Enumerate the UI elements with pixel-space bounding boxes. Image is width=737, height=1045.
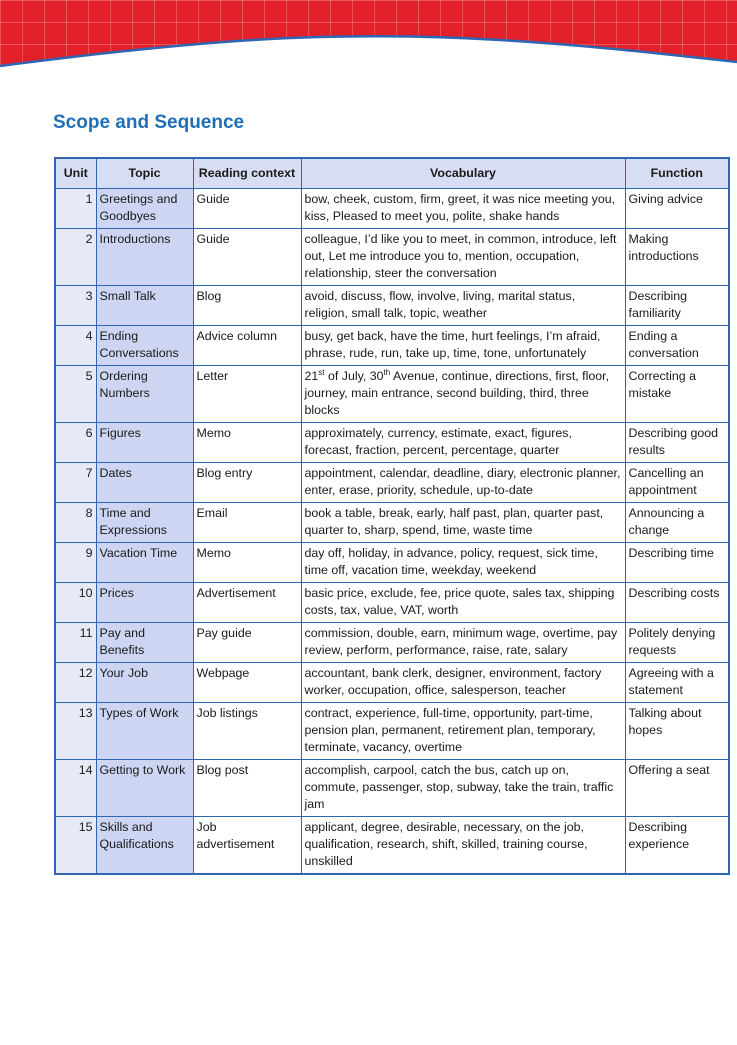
table-row — [55, 543, 729, 583]
topic-cell: Dates — [96, 463, 193, 503]
page-title: Scope and Sequence — [53, 112, 245, 133]
vocabulary-cell: approximately, currency, estimate, exact, figures, forecast, fraction, percent, percentage, quarter — [301, 423, 625, 463]
function-cell: Describing experience — [625, 817, 729, 875]
unit-cell: 4 — [55, 326, 96, 366]
table-row — [55, 189, 729, 229]
topic-cell: Skills and Qualifications — [96, 817, 193, 875]
function-cell: Agreeing with a statement — [625, 663, 729, 703]
vocabulary-cell: day off, holiday, in advance, policy, request, sick time, time off, vacation time, weekday, weekend — [301, 543, 625, 583]
function-cell: Correcting a mistake — [625, 366, 729, 423]
vocab-text: Avenue, continue, directions, first, floor, journey, main entrance, second building, third, three blocks — [304, 369, 610, 417]
vocabulary-cell: commission, double, earn, minimum wage, overtime, pay review, perform, performance, raise, rate, salary — [301, 623, 625, 663]
table-row — [55, 623, 729, 663]
topic-cell: Ordering Numbers — [96, 366, 193, 423]
function-cell: Describing time — [625, 543, 729, 583]
column-header-vocabulary: Vocabulary — [301, 158, 625, 189]
column-header-reading: Reading context — [193, 158, 301, 189]
reading-cell: Job listings — [193, 703, 301, 760]
unit-cell: 6 — [55, 423, 96, 463]
topic-cell: Small Talk — [96, 286, 193, 326]
unit-cell: 3 — [55, 286, 96, 326]
function-cell: Cancelling an appointment — [625, 463, 729, 503]
topic-cell: Getting to Work — [96, 760, 193, 817]
topic-cell: Types of Work — [96, 703, 193, 760]
function-cell: Offering a seat — [625, 760, 729, 817]
unit-cell: 15 — [55, 817, 96, 875]
vocabulary-cell: applicant, degree, desirable, necessary, on the job, qualification, research, shift, skilled, training course, unskilled — [301, 817, 625, 875]
reading-cell: Advice column — [193, 326, 301, 366]
unit-cell: 10 — [55, 583, 96, 623]
reading-cell: Memo — [193, 543, 301, 583]
topic-cell: Your Job — [96, 663, 193, 703]
vocab-text: of July, 30 — [324, 369, 384, 383]
reading-cell: Advertisement — [193, 583, 301, 623]
reading-cell: Pay guide — [193, 623, 301, 663]
vocabulary-cell: appointment, calendar, deadline, diary, electronic planner, enter, erase, priority, schedule, up-to-date — [301, 463, 625, 503]
table-row — [55, 663, 729, 703]
vocabulary-cell: avoid, discuss, flow, involve, living, marital status, religion, small talk, topic, weather — [301, 286, 625, 326]
vocabulary-cell: contract, experience, full-time, opportunity, part-time, pension plan, permanent, retirement plan, temporary, terminate, vacancy, overtime — [301, 703, 625, 760]
function-cell: Ending a conversation — [625, 326, 729, 366]
vocabulary-cell: colleague, I’d like you to meet, in common, introduce, left out, Let me introduce you to, mention, occupation, relationship, steer the conversation — [301, 229, 625, 286]
scope-table — [54, 157, 730, 875]
topic-cell: Greetings and Goodbyes — [96, 189, 193, 229]
vocabulary-cell: book a table, break, early, half past, plan, quarter past, quarter to, sharp, spend, time, waste time — [301, 503, 625, 543]
topic-cell: Pay and Benefits — [96, 623, 193, 663]
table-row — [55, 760, 729, 817]
vocabulary-cell: bow, cheek, custom, firm, greet, it was nice meeting you, kiss, Pleased to meet you, polite, shake hands — [301, 189, 625, 229]
reading-cell: Blog entry — [193, 463, 301, 503]
ordinal-suffix: th — [383, 367, 391, 377]
unit-cell: 1 — [55, 189, 96, 229]
table-row — [55, 503, 729, 543]
function-cell: Making introductions — [625, 229, 729, 286]
vocabulary-cell: accomplish, carpool, catch the bus, catch up on, commute, passenger, stop, subway, take the train, traffic jam — [301, 760, 625, 817]
vocabulary-cell: busy, get back, have the time, hurt feelings, I’m afraid, phrase, rude, run, take up, time, tone, unfortunately — [301, 326, 625, 366]
table-row — [55, 703, 729, 760]
topic-cell: Introductions — [96, 229, 193, 286]
unit-cell: 13 — [55, 703, 96, 760]
reading-cell: Guide — [193, 189, 301, 229]
reading-cell: Letter — [193, 366, 301, 423]
vocabulary-cell: accountant, bank clerk, designer, environment, factory worker, occupation, office, salesperson, teacher — [301, 663, 625, 703]
topic-cell: Prices — [96, 583, 193, 623]
reading-cell: Job advertisement — [193, 817, 301, 875]
reading-cell: Email — [193, 503, 301, 543]
column-header-unit: Unit — [55, 158, 96, 189]
table-row — [55, 463, 729, 503]
table-row — [55, 817, 729, 875]
banner-curve — [0, 0, 737, 90]
topic-cell: Time and Expressions — [96, 503, 193, 543]
reading-cell: Guide — [193, 229, 301, 286]
reading-cell: Blog — [193, 286, 301, 326]
table-row — [55, 326, 729, 366]
ordinal-suffix: st — [318, 367, 325, 377]
unit-cell: 11 — [55, 623, 96, 663]
header-row — [55, 158, 729, 189]
table-row — [55, 583, 729, 623]
function-cell: Talking about hopes — [625, 703, 729, 760]
vocabulary-cell — [301, 366, 625, 423]
unit-cell: 9 — [55, 543, 96, 583]
table-row — [55, 423, 729, 463]
unit-cell: 5 — [55, 366, 96, 423]
function-cell: Politely denying requests — [625, 623, 729, 663]
column-header-topic: Topic — [96, 158, 193, 189]
table-row — [55, 286, 729, 326]
table-row — [55, 229, 729, 286]
unit-cell: 8 — [55, 503, 96, 543]
topic-cell: Vacation Time — [96, 543, 193, 583]
unit-cell: 14 — [55, 760, 96, 817]
function-cell: Describing good results — [625, 423, 729, 463]
function-cell: Describing familiarity — [625, 286, 729, 326]
reading-cell: Memo — [193, 423, 301, 463]
vocab-text: 21 — [304, 369, 319, 383]
unit-cell: 7 — [55, 463, 96, 503]
reading-cell: Blog post — [193, 760, 301, 817]
function-cell: Describing costs — [625, 583, 729, 623]
table-row — [55, 366, 729, 423]
function-cell: Announcing a change — [625, 503, 729, 543]
function-cell: Giving advice — [625, 189, 729, 229]
vocabulary-cell: basic price, exclude, fee, price quote, sales tax, shipping costs, tax, value, VAT, worth — [301, 583, 625, 623]
unit-cell: 2 — [55, 229, 96, 286]
reading-cell: Webpage — [193, 663, 301, 703]
topic-cell: Ending Conversations — [96, 326, 193, 366]
unit-cell: 12 — [55, 663, 96, 703]
column-header-function: Function — [625, 158, 729, 189]
topic-cell: Figures — [96, 423, 193, 463]
